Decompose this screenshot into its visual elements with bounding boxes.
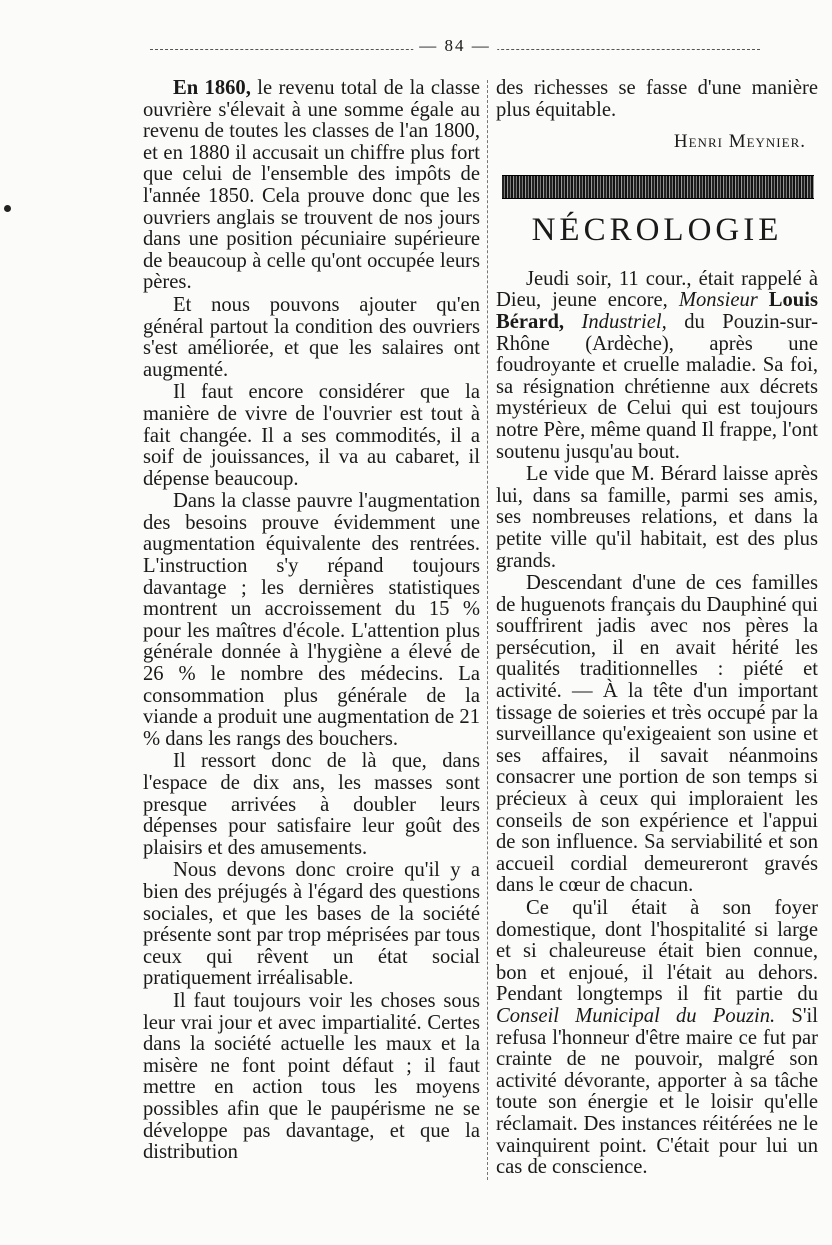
obituary-paragraph-1 [496,269,818,463]
paragraph-4: Dans la classe pauvre l'augmentation des besoins prouve évidemment une augmentation équivalente des rentrées. L'instruction s'y répand toujours davantage ; les dernières statistiques montrent un accroissement du 15 % pour les maîtres d'école. L'attention plus générale donnée à l'hygiène a élevé de 26 % le nombre des médecins. La consommation plus générale de la viande a produit une augmentation de 21 % dans les rangs des bouchers. [143,490,480,750]
paragraph-1 [143,78,480,294]
page-header [150,36,760,60]
obituary-paragraph-4 [496,898,818,1179]
obit-monsieur: Monsieur [678,289,758,312]
author-signature: Henri Meynier. [673,131,806,153]
continuation-paragraph: des richesses se fasse d'une manière plus équitable. [496,77,818,121]
ink-dot [4,205,11,212]
obit-text-d: S'il refusa l'honneur d'être maire ce fut par crainte de ne pouvoir, malgré son activité dévorante, apporter à sa tâche toute son énergie et le loisir qu'elle réclamait. Des instances réitérées ne le vainquirent point. C'était pour lui un cas de conscience. [496,1004,818,1179]
obituary-paragraph-3: Descendant d'une de ces familles de huguenots français du Dauphiné qui souffrirent jadis avec nos pères la persécution, il en avait hérité les qualités traditionnelles : piété et activité. — À la tête d'un important tissage de soieries et très occupé par la surveillance qu'exigeaient son usine et ses affaires, il savait néanmoins consacrer une portion de son temps si précieux à ceux qui imploraient les conseils de son expérience et l'appui de son influence. Sa serviabilité et son accueil cordial demeureront gravés dans le cœur de chacun. [496,572,818,897]
obit-text-c: Ce qu'il était à son foyer domestique, dont l'hospitalité si large et si chaleureuse était bien connue, bon et enjoué, il l'était au dehors. Pendant longtemps il fit partie du [496,897,818,1006]
obit-industriel: Industriel, [581,310,667,333]
right-column [496,78,818,1179]
paragraph-7: Il faut toujours voir les choses sous leur vrai jour et avec impartialité. Certes dans la société actuelle les maux et la misère ne font point défaut ; il faut mettre en action tous les moyens possibles afin que le paupérisme ne se développe pas davantage, et que la distribution [143,989,480,1164]
paragraph-5: Il ressort donc de là que, dans l'espace de dix ans, les masses sont presque arrivées à doubler leurs dépenses pour satisfaire leur goût des plaisirs et des amusements. [143,750,480,859]
paragraph-6: Nous devons donc croire qu'il y a bien des préjugés à l'égard des questions sociales, et que les bases de la société présente sont par trop méprisées par tous ceux qui rêvent un état social pratiquement irréalisable. [143,859,480,990]
paragraph-1-text: le revenu total de la classe ouvrière s'élevait à une somme égale au revenu de toutes les classes de l'an 1800, et en 1880 il accusait un chiffre plus fort que celui de l'ensemble des impôts de l'année 1850. Cela prouve donc que les ouvriers anglais se trouvent de nos jours dans une position pécuniaire supérieure de beaucoup à celle qu'ont occupée leurs pères. [143,77,480,294]
obit-council: Conseil Municipal du Pouzin. [496,1004,776,1027]
obituary-paragraph-2: Le vide que M. Bérard laisse après lui, dans sa famille, parmi ses amis, ses nombreuses relations, et dans la petite ville qu'il habitait, est des plus grands. [496,463,818,572]
year-1860: En 1860, [173,77,251,99]
page-number: — 84 — [413,36,497,56]
obit-text-a: Jeudi soir, 11 cour., était rappelé à Dieu, jeune encore, [496,267,818,312]
ornamental-divider [502,175,814,199]
paragraph-3: Il faut encore considérer que la manière de vivre de l'ouvrier est tout à fait changée. Il a ses commodités, il a soif de jouissances, il va au cabaret, il dépense beaucoup. [143,381,480,490]
left-column [143,78,480,1164]
paragraph-2: Et nous pouvons ajouter qu'en général partout la condition des ouvriers s'est améliorée, et que les salaires ont augmenté. [143,293,480,381]
obit-text-b: du Pouzin-sur-Rhône (Ardèche), après une foudroyante et cruelle maladie. Sa foi, sa résignation chrétienne aux décrets mystérieux de Celui qui est toujours notre Père, même quand Il frappe, l'ont soutenu jusqu'au bout. [496,310,818,463]
obit-name: Louis Bérard, [496,289,818,333]
column-divider [487,80,488,1180]
section-title: NÉCROLOGIE [531,211,783,248]
